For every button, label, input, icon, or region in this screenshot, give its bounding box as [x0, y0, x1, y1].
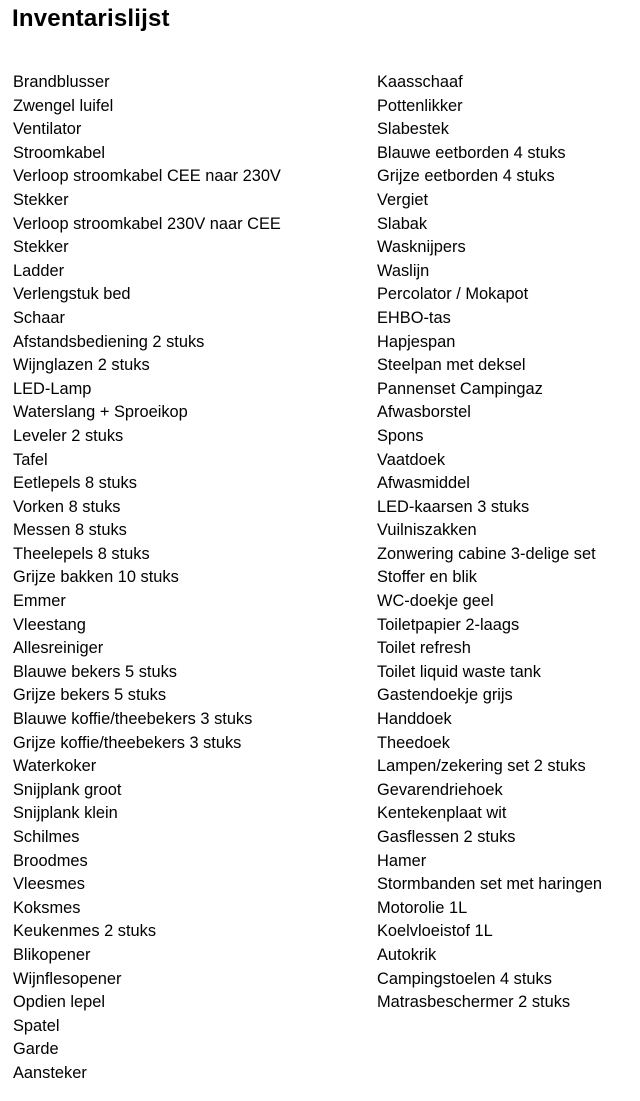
inventory-item: Keukenmes 2 stuks	[13, 922, 157, 941]
inventory-item: Vleestang	[13, 615, 86, 634]
inventory-item: Stekker	[13, 238, 69, 257]
inventory-item: Kentekenplaat wit	[377, 804, 507, 823]
inventory-item: Percolator / Mokapot	[377, 285, 529, 304]
inventory-item: Grijze bekers 5 stuks	[13, 686, 167, 705]
inventory-item: Grijze eetborden 4 stuks	[377, 167, 555, 186]
inventory-item: Toiletpapier 2-laags	[377, 615, 520, 634]
inventory-item: Ladder	[13, 261, 65, 280]
inventory-item: Snijplank klein	[13, 804, 118, 823]
inventory-item: Stoffer en blik	[377, 568, 477, 587]
inventory-item: Gastendoekje grijs	[377, 686, 513, 705]
inventory-item: Theelepels 8 stuks	[13, 544, 150, 563]
page-title: Inventarislijst	[12, 5, 170, 32]
inventory-item: Pannenset Campingaz	[377, 379, 543, 398]
inventory-item: Grijze koffie/theebekers 3 stuks	[13, 733, 242, 752]
inventory-item: Gevarendriehoek	[377, 780, 503, 799]
inventory-item: Verloop stroomkabel 230V naar CEE	[13, 214, 281, 233]
inventory-item: Verloop stroomkabel CEE naar 230V	[13, 167, 281, 186]
inventory-item: Verlengstuk bed	[13, 285, 131, 304]
inventory-item: Pottenlikker	[377, 96, 463, 115]
inventory-item: Motorolie 1L	[377, 898, 468, 917]
inventory-item: Campingstoelen 4 stuks	[377, 969, 552, 988]
inventory-item: Schaar	[13, 308, 65, 327]
inventory-item: Theedoek	[377, 733, 450, 752]
inventory-item: Stormbanden set met haringen	[377, 875, 603, 894]
inventory-item: Wijnglazen 2 stuks	[13, 356, 150, 375]
inventory-item: Vergiet	[377, 190, 429, 209]
inventory-item: Slabak	[377, 214, 428, 233]
inventory-item: Aansteker	[13, 1063, 87, 1082]
inventory-item: Slabestek	[377, 120, 449, 139]
inventory-item: Waterslang + Sproeikop	[13, 403, 188, 422]
inventory-item: Afwasborstel	[377, 403, 471, 422]
inventory-item: Vleesmes	[13, 875, 85, 894]
inventory-item: Waterkoker	[13, 757, 97, 776]
inventory-column-left	[13, 71, 281, 1086]
inventory-item: Stekker	[13, 190, 69, 209]
inventory-item: Vaatdoek	[377, 450, 446, 469]
inventory-item: LED-kaarsen 3 stuks	[377, 497, 530, 516]
inventory-item: Schilmes	[13, 828, 80, 846]
inventory-item: Hapjespan	[377, 332, 456, 351]
inventory-item: Vorken 8 stuks	[13, 497, 121, 516]
inventory-item: Grijze bakken 10 stuks	[13, 568, 179, 587]
inventory-item: Hamer	[377, 851, 427, 870]
inventory-item: Garde	[13, 1040, 59, 1059]
inventory-item: Vuilniszakken	[377, 521, 477, 540]
inventory-item: Spatel	[13, 1016, 60, 1035]
inventory-item: Spons	[377, 426, 424, 445]
inventory-item: Gasflessen 2 stuks	[377, 828, 516, 846]
inventory-item: Afwasmiddel	[377, 474, 470, 493]
inventory-item: Emmer	[13, 592, 66, 611]
inventory-item: Ventilator	[13, 120, 82, 139]
inventory-item: Lampen/zekering set 2 stuks	[377, 757, 586, 776]
inventory-item: Blikopener	[13, 945, 91, 964]
inventory-item: Allesreiniger	[13, 639, 104, 658]
inventory-item: Stroomkabel	[13, 143, 106, 162]
inventory-item: Snijplank groot	[13, 780, 122, 799]
inventory-item: Blauwe koffie/theebekers 3 stuks	[13, 710, 253, 729]
inventory-item: Toilet liquid waste tank	[377, 662, 541, 681]
inventory-item: Toilet refresh	[377, 639, 471, 658]
inventory-item: Handdoek	[377, 710, 452, 729]
inventory-item: Autokrik	[377, 945, 437, 964]
inventory-item: Brandblusser	[13, 73, 110, 91]
inventory-item: Blauwe bekers 5 stuks	[13, 662, 177, 681]
inventory-item: Koksmes	[13, 898, 81, 917]
inventory-item: Zwengel luifel	[13, 96, 114, 115]
inventory-item: Wasknijpers	[377, 238, 466, 257]
inventory-item: Steelpan met deksel	[377, 356, 526, 375]
inventory-column-right	[377, 71, 602, 1015]
inventory-item: Messen 8 stuks	[13, 521, 127, 540]
inventory-item: Afstandsbediening 2 stuks	[13, 332, 205, 351]
inventory-item: Wijnflesopener	[13, 969, 122, 988]
inventory-item: Kaasschaaf	[377, 73, 463, 91]
inventory-item: WC-doekje geel	[377, 592, 494, 611]
inventory-item: Koelvloeistof 1L	[377, 922, 493, 941]
inventory-item: Broodmes	[13, 851, 88, 870]
inventory-item: Tafel	[13, 450, 48, 469]
inventory-item: Eetlepels 8 stuks	[13, 474, 137, 493]
inventory-item: Waslijn	[377, 261, 430, 280]
inventory-item: Opdien lepel	[13, 993, 106, 1012]
inventory-item: LED-Lamp	[13, 379, 92, 398]
inventory-item: Blauwe eetborden 4 stuks	[377, 143, 566, 162]
inventory-item: Zonwering cabine 3-delige set	[377, 544, 596, 563]
inventory-item: Leveler 2 stuks	[13, 426, 124, 445]
inventory-item: Matrasbeschermer 2 stuks	[377, 993, 571, 1012]
inventory-item: EHBO-tas	[377, 308, 451, 327]
